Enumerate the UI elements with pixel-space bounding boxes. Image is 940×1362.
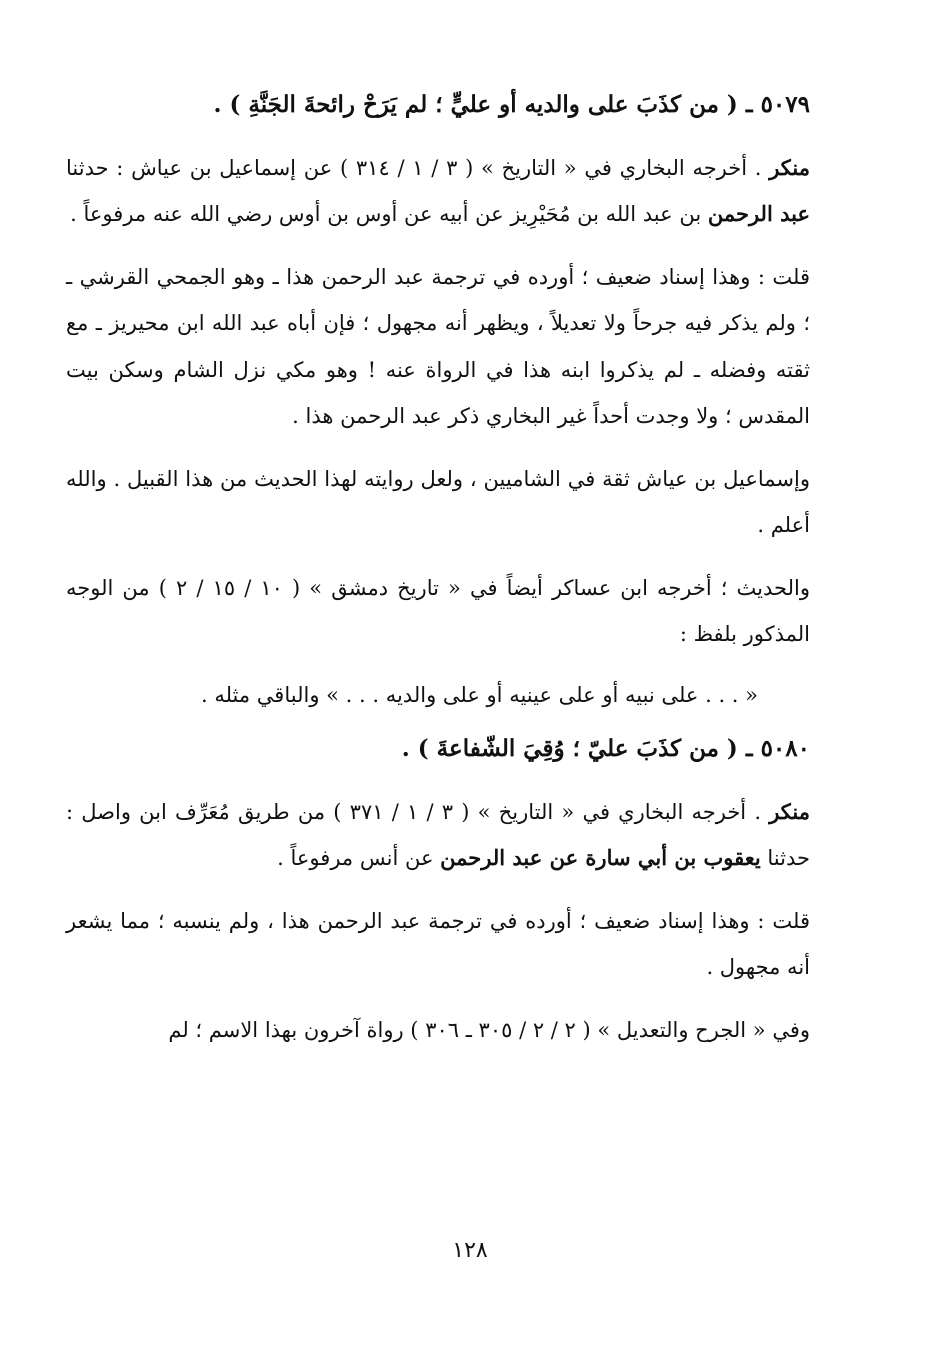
hadith-5080-paragraph-1 [66, 789, 810, 882]
page-number: ١٢٨ [452, 1238, 488, 1263]
hadith-5079-paragraph-4: والحديث ؛ أخرجه ابن عساكر أيضاً في « تاريخ دمشق » ( ١٠ / ١٥ / ٢ ) من الوجه المذكور بلفظ : [66, 575, 810, 646]
hadith-5080-paragraph-2: قلت : وهذا إسناد ضعيف ؛ أورده في ترجمة عبد الرحمن هذا ، ولم ينسبه ؛ مما يشعر أنه مجهول . [66, 908, 810, 979]
verdict-label: منكر [769, 154, 810, 180]
hadith-5080-paragraph-3: وفي « الجرح والتعديل » ( ٢ / ٢ / ٣٠٥ ـ ٣٠٦ ) رواة آخرون بهذا الاسم ؛ لم [168, 1017, 810, 1042]
hadith-5079-paragraph-3: وإسماعيل بن عياش ثقة في الشاميين ، ولعل روايته لهذا الحديث من هذا القبيل . والله أعلم . [66, 466, 810, 537]
hadith-5079-quote: « . . . على نبيه أو على عينيه أو على والديه . . . » والباقي مثله . [200, 682, 758, 707]
hadith-5079-heading: ٥٠٧٩ ـ ( من كذَبَ على والديه أو عليٍّ ؛ لم يَرَحْ رائحةَ الجَنَّةِ ) . [213, 91, 810, 118]
paragraph-text: . أخرجه البخاري في « التاريخ » ( ٣ / ١ / ٣٧١ ) من طريق مُعَرِّف ابن واصل : حدثنا [66, 799, 810, 870]
narrator-name: يعقوب بن أبي سارة عن عبد الرحمن [440, 845, 761, 870]
paragraph-text: . أخرجه البخاري في « التاريخ » ( ٣ / ١ / ٣١٤ ) عن إسماعيل بن عياش : حدثنا [66, 155, 770, 180]
narrator-name: عبد الرحمن [707, 201, 810, 226]
paragraph-text: بن عبد الله بن مُحَيْرِيز عن أبيه عن أوس بن أوس رضي الله عنه مرفوعاً . [70, 202, 708, 226]
hadith-5079-paragraph-1 [66, 145, 810, 238]
hadith-5079-paragraph-2: قلت : وهذا إسناد ضعيف ؛ أورده في ترجمة عبد الرحمن هذا ـ وهو الجمحي القرشي ـ ؛ ولم يذكر فيه جرحاً ولا تعديلاً ، ويظهر أنه مجهول ؛ فإن أباه عبد الله ابن محيريز ـ مع ثقته وفضله ـ لم يذكروا ابنه هذا في الرواة عنه ! وهو مكي نزل الشام وسكن بيت المقدس ؛ ولا وجدت أحداً غير البخاري ذكر عبد الرحمن هذا . [66, 264, 810, 428]
paragraph-text: عن أنس مرفوعاً . [277, 846, 441, 870]
page-body [66, 82, 810, 1053]
verdict-label: منكر [769, 798, 810, 824]
hadith-5080-heading: ٥٠٨٠ ـ ( من كذَبَ عليّ ؛ وُقِيَ الشّفاعةَ ) . [401, 735, 810, 762]
